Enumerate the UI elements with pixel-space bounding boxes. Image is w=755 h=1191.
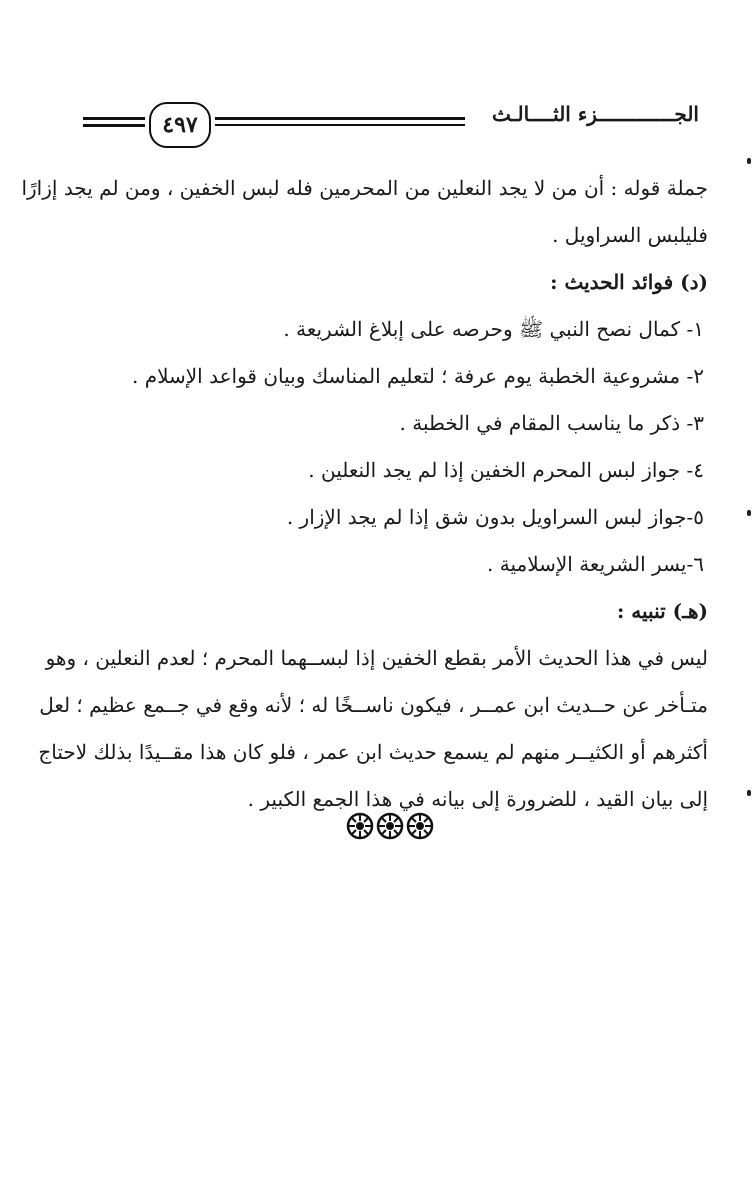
running-title: الجـــــــــــــزء الثــــالـث xyxy=(492,102,699,126)
scan-mark xyxy=(747,790,751,796)
list-item: ٢- مشروعية الخطبة يوم عرفة ؛ لتعليم المناسك وبيان قواعد الإسلام . xyxy=(131,364,704,388)
section-heading: (هـ) تنبيه : xyxy=(616,599,708,623)
body-line: إلى بيان القيد ، للضرورة إلى بيانه في هذا الجمع الكبير . xyxy=(247,787,708,811)
page-header xyxy=(83,92,703,152)
flower-ornament-icon xyxy=(376,812,404,840)
list-item: ٦-يسر الشريعة الإسلامية . xyxy=(487,552,704,576)
header-rule xyxy=(215,124,465,126)
page-number: ٤٩٧ xyxy=(149,102,211,148)
flower-ornament-icon xyxy=(346,812,374,840)
list-item: ٣- ذكر ما يناسب المقام في الخطبة . xyxy=(399,411,704,435)
list-item: ١- كمال نصح النبي ﷺ وحرصه على إبلاغ الشريعة . xyxy=(283,317,704,341)
header-rule xyxy=(83,124,145,127)
body-line: جملة قوله : أن من لا يجد النعلين من المحرمين فله لبس الخفين ، ومن لم يجد إزارًا xyxy=(21,176,708,200)
scan-mark xyxy=(747,510,751,516)
section-end-ornament xyxy=(345,808,435,844)
header-rule xyxy=(215,117,465,120)
flower-ornament-icon xyxy=(406,812,434,840)
scan-mark xyxy=(747,158,751,164)
section-heading: (د) فوائد الحديث : xyxy=(550,270,708,294)
body-line: ليس في هذا الحديث الأمر بقطع الخفين إذا لبســهما المحرم ؛ لعدم النعلين ، وهو xyxy=(45,646,708,670)
header-rule xyxy=(83,117,145,120)
list-item: ٥-جواز لبس السراويل بدون شق إذا لم يجد الإزار . xyxy=(286,505,704,529)
body-line: متـأخر عن حــديث ابن عمــر ، فيكون ناســخًا له ؛ لأنه وقع في جــمع عظيم ؛ لعل xyxy=(39,693,708,717)
page-body xyxy=(21,165,708,823)
body-line: فليلبس السراويل . xyxy=(552,223,708,247)
body-line: أكثرهم أو الكثيــر منهم لم يسمع حديث ابن عمر ، فلو كان هذا مقــيدًا بذلك لاحتاج xyxy=(38,740,708,764)
list-item: ٤- جواز لبس المحرم الخفين إذا لم يجد النعلين . xyxy=(308,458,704,482)
